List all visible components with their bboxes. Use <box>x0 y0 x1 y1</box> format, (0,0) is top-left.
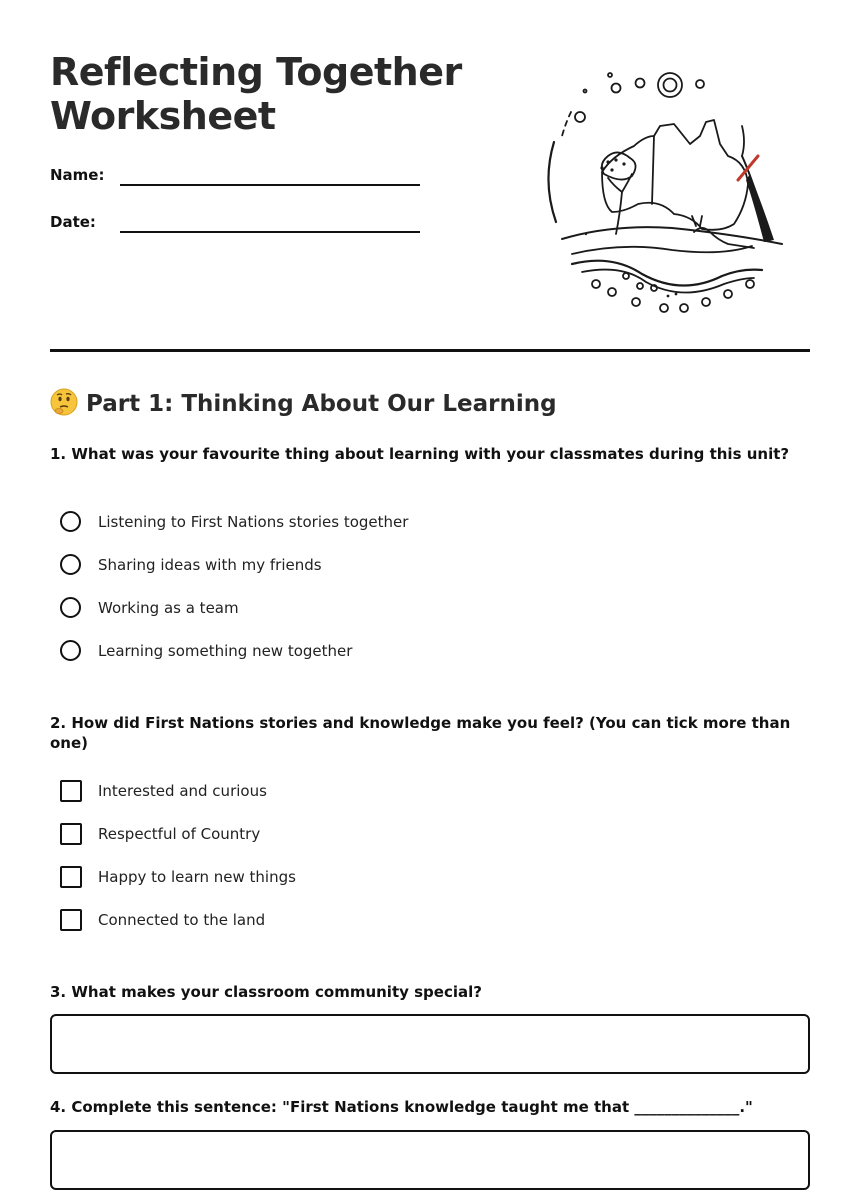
checkbox[interactable] <box>60 780 82 802</box>
q1-option-1[interactable] <box>60 510 760 536</box>
q2-option-1[interactable] <box>60 779 760 805</box>
option-label: Interested and curious <box>98 782 267 800</box>
name-label: Name: <box>50 166 105 184</box>
option-label: Sharing ideas with my friends <box>98 556 322 574</box>
option-label: Respectful of Country <box>98 825 261 843</box>
header-divider <box>50 349 810 352</box>
checkbox[interactable] <box>60 866 82 888</box>
option-label: Working as a team <box>98 599 239 617</box>
checkbox[interactable] <box>60 909 82 931</box>
q3-answer-box[interactable] <box>50 1014 810 1074</box>
name-field[interactable] <box>50 160 420 190</box>
question-3: 3. What makes your classroom community special? <box>50 983 482 1001</box>
q1-option-4[interactable] <box>60 639 760 665</box>
title-line-2: Worksheet <box>50 94 276 138</box>
option-label: Listening to First Nations stories together <box>98 513 409 531</box>
question-2: 2. How did First Nations stories and knowledge make you feel? (You can tick more than one) <box>50 714 791 752</box>
australia-landscape-icon <box>542 64 792 316</box>
name-line[interactable] <box>120 184 420 186</box>
radio-button[interactable] <box>60 511 81 532</box>
checkbox[interactable] <box>60 823 82 845</box>
radio-button[interactable] <box>60 554 81 575</box>
date-label: Date: <box>50 213 96 231</box>
q1-option-3[interactable] <box>60 596 760 622</box>
page-title <box>50 50 470 138</box>
part1-heading <box>50 388 810 420</box>
thinking-face-icon <box>50 388 78 416</box>
q2-option-2[interactable] <box>60 822 760 848</box>
question-1: 1. What was your favourite thing about learning with your classmates during this unit? <box>50 445 790 463</box>
q4-answer-box[interactable] <box>50 1130 810 1190</box>
option-label: Connected to the land <box>98 911 266 929</box>
date-field[interactable] <box>50 207 420 237</box>
title-line-1: Reflecting Together <box>50 50 462 94</box>
worksheet-page <box>50 0 810 1161</box>
radio-button[interactable] <box>60 597 81 618</box>
option-label: Happy to learn new things <box>98 868 296 886</box>
part1-heading-text: Part 1: Thinking About Our Learning <box>86 391 557 417</box>
radio-button[interactable] <box>60 640 81 661</box>
q1-option-2[interactable] <box>60 553 760 579</box>
option-label: Learning something new together <box>98 642 353 660</box>
date-line[interactable] <box>120 231 420 233</box>
q2-option-3[interactable] <box>60 865 760 891</box>
question-4: 4. Complete this sentence: "First Nations knowledge taught me that ______________." <box>50 1098 753 1116</box>
q2-option-4[interactable] <box>60 908 760 934</box>
